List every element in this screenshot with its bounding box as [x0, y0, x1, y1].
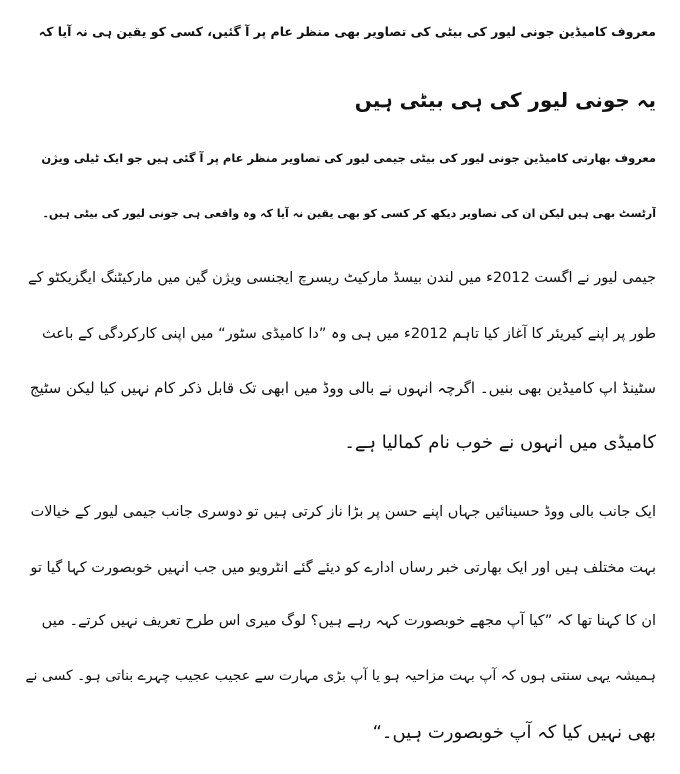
- paragraph-line: جیمی لیور نے اگست 2012ء میں لندن بیسڈ مارکیٹ ریسرچ ایجنسی ویژن گین میں مارکیٹنگ ایگزیکٹو کے: [27, 270, 656, 286]
- paragraph-line: کامیڈی میں انہوں نے خوب نام کمالیا ہے۔: [344, 432, 656, 453]
- headline-line: یہ جونی لیور کی ہی بیٹی ہیں: [354, 88, 656, 112]
- lead-line: معروف بھارتی کامیڈین جونی لیور کی بیٹی جیمی لیور کی تصاویر منظر عام پر آ گئی ہیں جو ایک ٹیلی ویژن: [41, 151, 656, 165]
- headline-line: معروف کامیڈین جونی لیور کی بیٹی کی تصاویر بھی منظر عام پر آ گئیں، کسی کو یقین ہی نہ آیا کہ: [38, 24, 656, 39]
- paragraph-line: سٹینڈ اپ کامیڈین بھی بنیں۔ اگرچہ انہوں نے بالی ووڈ میں ابھی تک قابل ذکر کام نہیں کیا لیکن سٹیج: [29, 379, 656, 397]
- paragraph-line: ایک جانب بالی ووڈ حسینائیں جہاں اپنے حسن پر بڑا ناز کرتی ہیں تو دوسری جانب جیمی لیور کے خیالات: [30, 504, 656, 520]
- paragraph-line: ان کا کہنا تھا کہ ”کیا آپ مجھے خوبصورت کہہ رہے ہیں؟ لوگ میری اس طرح تعریف نہیں کرتے۔ میں: [41, 613, 656, 629]
- paragraph-line: بھی نہیں کیا کہ آپ خوبصورت ہیں۔“: [372, 722, 656, 743]
- paragraph-line: ہمیشہ یہی سنتی ہوں کہ آپ بہت مزاحیہ ہو یا آپ بڑی مہارت سے عجیب عجیب چہرے بناتی ہو۔ کسی نے: [25, 668, 656, 684]
- paragraph-line: بہت مختلف ہیں اور ایک بھارتی خبر رساں ادارے کو دیئے گئے انٹرویو میں جب انہیں خوبصورت کہا گیا تو: [30, 560, 656, 576]
- paragraph-line: طور پر اپنے کیریئر کا آغاز کیا تاہم 2012ء میں ہی وہ ”دا کامیڈی سٹور“ میں اپنی کارکردگی کے باعث: [42, 326, 656, 342]
- lead-line: آرٹسٹ بھی ہیں لیکن ان کی تصاویر دیکھ کر کسی کو بھی یقین نہ آیا کہ وہ واقعی ہی جونی لیور کی بیٹی ہیں۔: [42, 207, 656, 220]
